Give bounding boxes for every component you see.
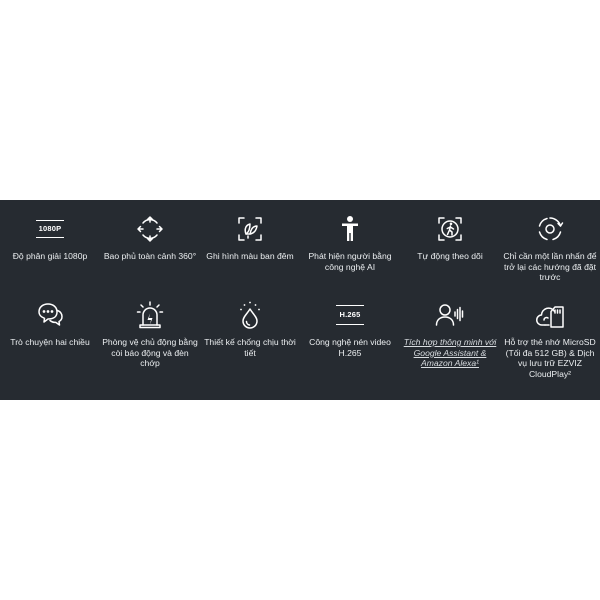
cloud-microsd-icon	[535, 300, 565, 330]
feature-label: Phòng vệ chủ động bằng còi báo động và đèn chớp	[102, 337, 198, 369]
color-night-vision-icon	[235, 214, 265, 244]
feature-ai-human-detection	[300, 212, 400, 298]
feature-cloud-microsd	[500, 298, 600, 384]
feature-label: Phát hiện người bằng công nghệ AI	[308, 251, 392, 272]
feature-label: Chỉ cần một lần nhấn để trở lại các hướng đã đặt trước	[503, 251, 597, 283]
features-panel	[0, 200, 600, 400]
feature-color-night-vision	[200, 212, 300, 298]
two-way-talk-icon	[35, 300, 65, 330]
feature-label: Tự động theo dõi	[417, 251, 483, 261]
feature-auto-tracking	[400, 212, 500, 298]
feature-label: Độ phân giải 1080p	[12, 251, 88, 261]
feature-weatherproof	[200, 298, 300, 384]
weatherproof-drop-icon	[235, 300, 265, 330]
feature-h265	[300, 298, 400, 384]
one-touch-return-icon	[535, 214, 565, 244]
h265-badge-icon: H.265	[335, 300, 365, 330]
feature-two-way-talk	[0, 298, 100, 384]
feature-label: Trò chuyện hai chiều	[10, 337, 90, 347]
feature-label[interactable]: Tích hợp thông minh với Google Assistant & Amazon Alexa¹	[403, 337, 497, 369]
feature-1080p	[0, 212, 100, 298]
auto-tracking-icon	[435, 214, 465, 244]
feature-siren-strobe	[100, 298, 200, 384]
ai-human-detection-icon	[335, 214, 365, 244]
panoramic-rotate-icon	[135, 214, 165, 244]
1080p-badge-icon: 1080P	[35, 214, 65, 244]
feature-one-touch-return	[500, 212, 600, 298]
feature-label: Công nghệ nén video H.265	[309, 337, 391, 358]
feature-label: Thiết kế chống chịu thời tiết	[204, 337, 296, 358]
features-grid	[0, 212, 600, 384]
siren-light-icon	[135, 300, 165, 330]
feature-label: Bao phủ toàn cảnh 360°	[103, 251, 197, 261]
voice-assistant-icon	[435, 300, 465, 330]
feature-label: Ghi hình màu ban đêm	[206, 251, 294, 261]
feature-360-coverage	[100, 212, 200, 298]
feature-voice-assistant	[400, 298, 500, 384]
feature-label: Hỗ trợ thẻ nhớ MicroSD (Tối đa 512 GB) & Dịch vụ lưu trữ EZVIZ CloudPlay²	[504, 337, 596, 379]
